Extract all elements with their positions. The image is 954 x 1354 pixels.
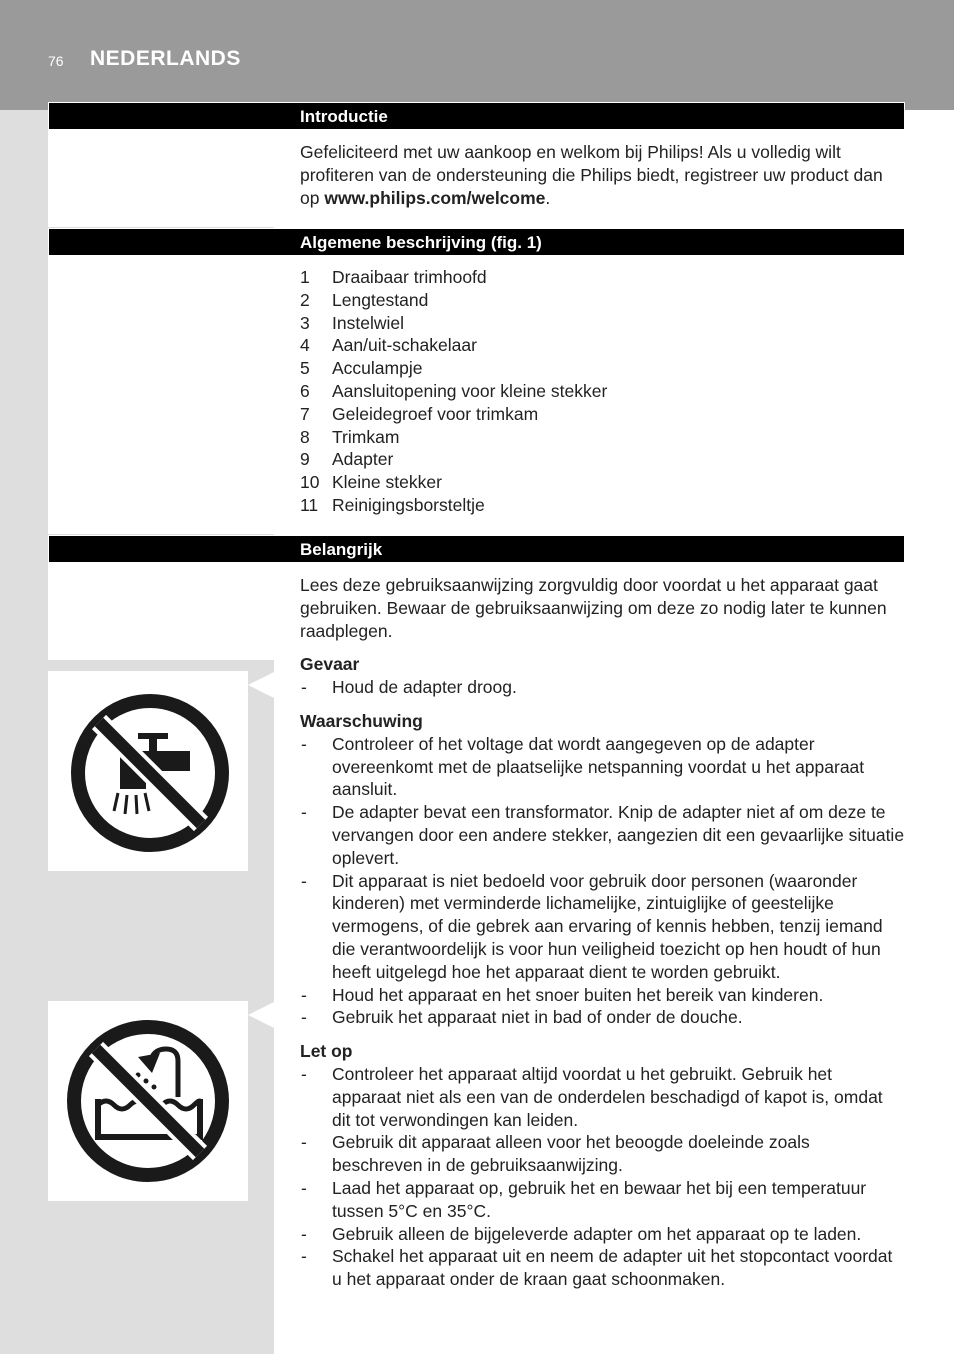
- part-label: Aansluitopening voor kleine stekker: [332, 380, 608, 401]
- language-heading: NEDERLANDS: [90, 47, 241, 70]
- no-bath-pictogram: [48, 1001, 248, 1201]
- list-item: [300, 494, 905, 517]
- list-item: [300, 403, 905, 426]
- part-number: 5: [300, 358, 310, 379]
- list-item: [300, 357, 905, 380]
- intro-left-fill: [48, 130, 274, 227]
- list-item: - Dit apparaat is niet bedoeld voor gebruik door personen (waaronder kinderen) met verminderde lichamelijke, zintuiglijke of geestelijke vermogens, of die gebrek aan ervaring of kennis hebben, tenzij iemand die verantwoordelijk is voor hun veiligheid toezicht op hen houdt of hun heeft uitgelegd hoe het apparaat dient te worden gebruikt.: [300, 870, 905, 984]
- pictogram-pointer: [248, 1002, 274, 1028]
- part-number: 2: [300, 289, 310, 310]
- part-label: Acculampje: [332, 358, 423, 379]
- important-text: [300, 574, 905, 1291]
- list-item: - Gebruik alleen de bijgeleverde adapter om het apparaat op te laden.: [300, 1223, 905, 1246]
- warning-heading: Waarschuwing: [300, 710, 423, 731]
- part-number: 9: [300, 449, 310, 470]
- part-label: Lengtestand: [332, 289, 429, 310]
- no-bath-shower-icon: [48, 1001, 248, 1201]
- part-number: 8: [300, 426, 310, 447]
- list-item: - Schakel het apparaat uit en neem de adapter uit het stopcontact voordat u het apparaat onder de kraan gaat schoonmaken.: [300, 1245, 905, 1291]
- caution-list: [300, 1063, 905, 1291]
- part-number: 4: [300, 335, 310, 356]
- no-water-tap-pictogram: [48, 671, 248, 871]
- description-left-fill: [48, 256, 274, 534]
- list-item: - Houd het apparaat en het snoer buiten het bereik van kinderen.: [300, 984, 905, 1007]
- intro-body-end: .: [545, 187, 551, 208]
- part-label: Trimkam: [332, 426, 400, 447]
- part-number: 3: [300, 312, 310, 333]
- section-title-description: Algemene beschrijving (fig. 1): [300, 233, 542, 252]
- section-title-intro: Introductie: [300, 107, 388, 126]
- part-number: 10: [300, 472, 320, 493]
- part-label: Reinigingsborsteltje: [332, 494, 485, 515]
- part-label: Draaibaar trimhoofd: [332, 267, 487, 287]
- list-item: [300, 334, 905, 357]
- part-number: 7: [300, 403, 310, 424]
- important-left-fill: [48, 563, 274, 660]
- part-number: 1: [300, 267, 310, 287]
- page-number: 76: [48, 53, 64, 69]
- warning-list: [300, 733, 905, 1029]
- part-label: Instelwiel: [332, 312, 404, 333]
- part-label: Geleidegroef voor trimkam: [332, 403, 539, 424]
- list-item: [300, 471, 905, 494]
- list-item: [300, 312, 905, 335]
- part-number: 6: [300, 380, 310, 401]
- section-bar-description: [48, 228, 905, 256]
- list-item: - Gebruik het apparaat niet in bad of onder de douche.: [300, 1006, 905, 1029]
- section-bar-important: [48, 535, 905, 563]
- intro-body: Gefeliciteerd met uw aankoop en welkom bij Philips! Als u volledig wilt profiteren van de ondersteuning die Philips biedt, registreer uw product dan op: [300, 142, 883, 208]
- part-label: Kleine stekker: [332, 472, 442, 493]
- list-item: - Laad het apparaat op, gebruik het en bewaar het bij een temperatuur tussen 5°C en 35°C.: [300, 1177, 905, 1223]
- list-item: [300, 289, 905, 312]
- pictogram-pointer: [248, 672, 274, 698]
- caution-heading: Let op: [300, 1041, 353, 1062]
- list-item: - Houd de adapter droog.: [300, 676, 905, 699]
- list-item: - Controleer het apparaat altijd voordat u het gebruikt. Gebruik het apparaat niet als een van de onderdelen beschadigd of kapot is, omdat dit tot verwondingen kan leiden.: [300, 1063, 905, 1131]
- list-item: [300, 380, 905, 403]
- danger-list: [300, 676, 905, 699]
- list-item: [300, 448, 905, 471]
- intro-text: [300, 141, 905, 209]
- part-number: 11: [300, 494, 319, 515]
- part-label: Aan/uit-schakelaar: [332, 335, 477, 356]
- list-item: - Controleer of het voltage dat wordt aangegeven op de adapter overeenkomt met de plaatselijke netspanning voordat u het apparaat aansluit.: [300, 733, 905, 801]
- list-item: - De adapter bevat een transformator. Knip de adapter niet af om deze te vervangen door een andere stekker, aangezien dit een gevaarlijke situatie oplevert.: [300, 801, 905, 869]
- parts-list-container: [300, 266, 905, 517]
- welcome-link[interactable]: www.philips.com/welcome: [324, 187, 546, 208]
- list-item: - Gebruik dit apparaat alleen voor het beoogde doeleinde zoals beschreven in de gebruiksaanwijzing.: [300, 1131, 905, 1177]
- list-item: [300, 266, 905, 289]
- no-water-tap-icon: [48, 671, 248, 871]
- parts-list: [300, 266, 905, 517]
- important-intro: Lees deze gebruiksaanwijzing zorgvuldig door voordat u het apparaat gaat gebruiken. Bewaar de gebruiksaanwijzing om deze zo nodig later te kunnen raadplegen.: [300, 575, 887, 641]
- section-bar-intro: [48, 102, 905, 130]
- list-item: [300, 426, 905, 449]
- part-label: Adapter: [332, 449, 394, 470]
- danger-heading: Gevaar: [300, 654, 360, 675]
- section-title-important: Belangrijk: [300, 540, 383, 559]
